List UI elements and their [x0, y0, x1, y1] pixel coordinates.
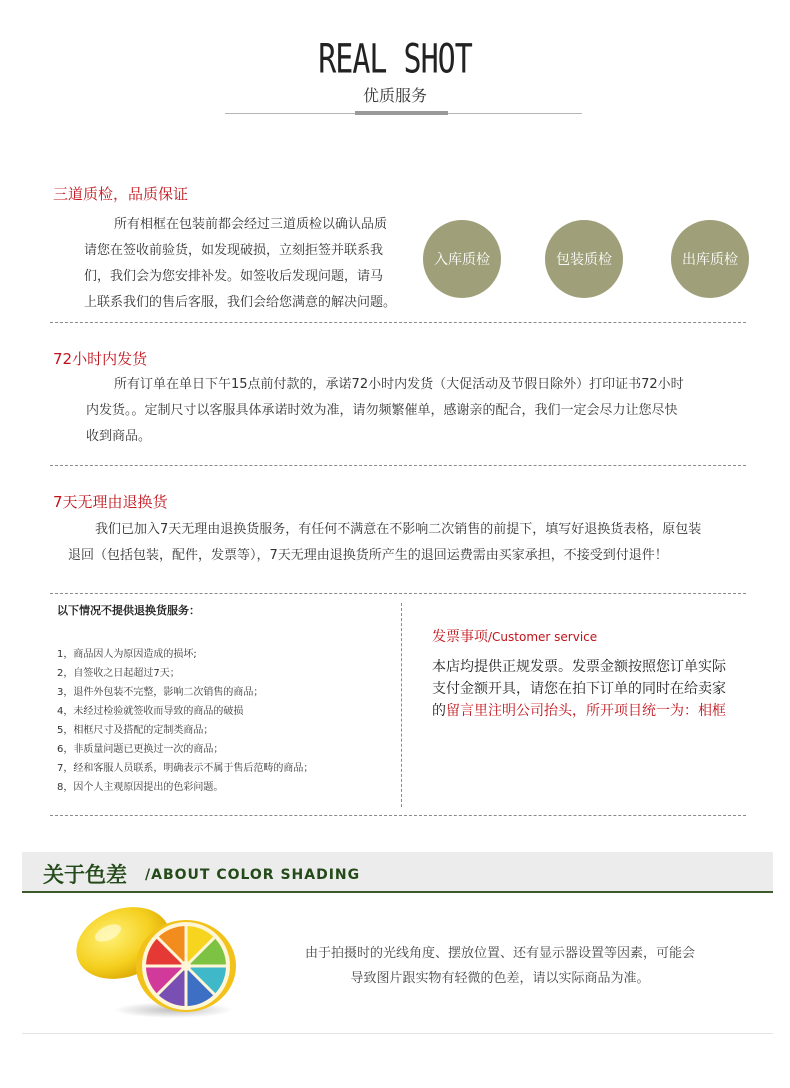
list-item: 1，商品因人为原因造成的损坏;: [57, 649, 197, 660]
badge-outbound-inspection: 出库质检: [671, 220, 749, 298]
page-logo-title: REAL SHOT: [318, 36, 472, 84]
list-item: 8，因个人主观原因提出的色彩问题。: [57, 782, 224, 793]
list-item: 2，自签收之日起超过7天；: [57, 668, 180, 679]
badge-warehousing-inspection: 入库质检: [423, 220, 501, 298]
invoice-line-3-highlight: 留言里注明公司抬头，所开项目统一为：相框: [446, 703, 726, 719]
section-divider: [50, 465, 746, 466]
color-shading-banner: [22, 852, 773, 892]
color-shading-text: [260, 941, 740, 991]
returns-line-2: 退回（包括包装，配件，发票等），7天无理由退换货所产生的退回运费需由买家承担，不接受到付退件！: [68, 548, 668, 563]
quality-line-4: 上联系我们的售后客服，我们会给您满意的解决问题。: [84, 295, 397, 310]
badge-packaging-inspection: 包装质检: [545, 220, 623, 298]
quality-line-2: 请您在签收前验货，如发现破损，立刻拒签并联系我: [84, 243, 384, 258]
shipping-line-1: 所有订单在单日下午15点前付款的，承诺72小时内发货（大促活动及节假日除外）打印证书72小时: [114, 377, 684, 392]
page-subtitle: 优质服务: [362, 86, 427, 105]
shipping-line-3: 收到商品。: [86, 429, 152, 444]
rainbow-lemon-image: [68, 898, 240, 1020]
invoice-line-3-prefix: 的: [432, 703, 446, 719]
list-item: 6，非质量问题已更换过一次的商品；: [57, 744, 224, 755]
section-title-shipping: 72小时内发货: [53, 350, 148, 368]
invoice-text: [432, 656, 762, 722]
column-divider: [401, 603, 402, 807]
invoice-title-en: /Customer service: [488, 630, 598, 644]
color-shading-line-2: 导致图片跟实物有轻微的色差，请以实际商品为准。: [350, 971, 650, 986]
section-title-quality: 三道质检，品质保证: [53, 185, 189, 203]
list-item: 5，相框尺寸及搭配的定制类商品；: [57, 725, 214, 736]
invoice-title: [432, 626, 597, 646]
list-item: 4，未经过检验就签收而导致的商品的破损: [57, 706, 244, 717]
section-title-returns: 7天无理由退换货: [53, 493, 168, 511]
color-shading-title-cn: 关于色差: [43, 863, 127, 887]
color-shading-line-1: 由于拍摄时的光线角度、摆放位置、还有显示器设置等因素，可能会: [304, 946, 695, 961]
color-shading-banner-line: [22, 891, 773, 893]
quality-line-1: 所有相框在包装前都会经过三道质检以确认品质: [114, 217, 388, 232]
footer-divider: [22, 1033, 773, 1034]
section-divider: [50, 593, 746, 594]
color-shading-title-en: /ABOUT COLOR SHADING: [145, 867, 361, 883]
quality-line-3: 们，我们会为您安排补发。如签收后发现问题，请马: [84, 269, 384, 284]
no-return-title: 以下情况不提供退换货服务：: [57, 604, 200, 617]
invoice-line-2: 支付金额开具，请您在拍下订单的同时在给卖家: [432, 681, 726, 697]
list-item: 3，退件外包装不完整，影响二次销售的商品；: [57, 687, 264, 698]
section-divider: [50, 322, 746, 323]
returns-line-1: 我们已加入7天无理由退换货服务，有任何不满意在不影响二次销售的前提下，填写好退换货表格，原包装: [95, 522, 702, 537]
invoice-line-3: [432, 700, 762, 722]
invoice-title-cn: 发票事项: [432, 629, 488, 645]
shipping-line-2: 内发货。。定制尺寸以客服具体承诺时效为准，请勿频繁催单，感谢亲的配合，我们一定会尽力让您尽快: [86, 403, 678, 418]
section-divider: [50, 815, 746, 816]
list-item: 7，经和客服人员联系，明确表示不属于售后范畴的商品；: [57, 763, 314, 774]
invoice-line-1: 本店均提供正规发票。发票金额按照您订单实际: [432, 659, 726, 675]
header-divider-accent: [355, 111, 448, 115]
